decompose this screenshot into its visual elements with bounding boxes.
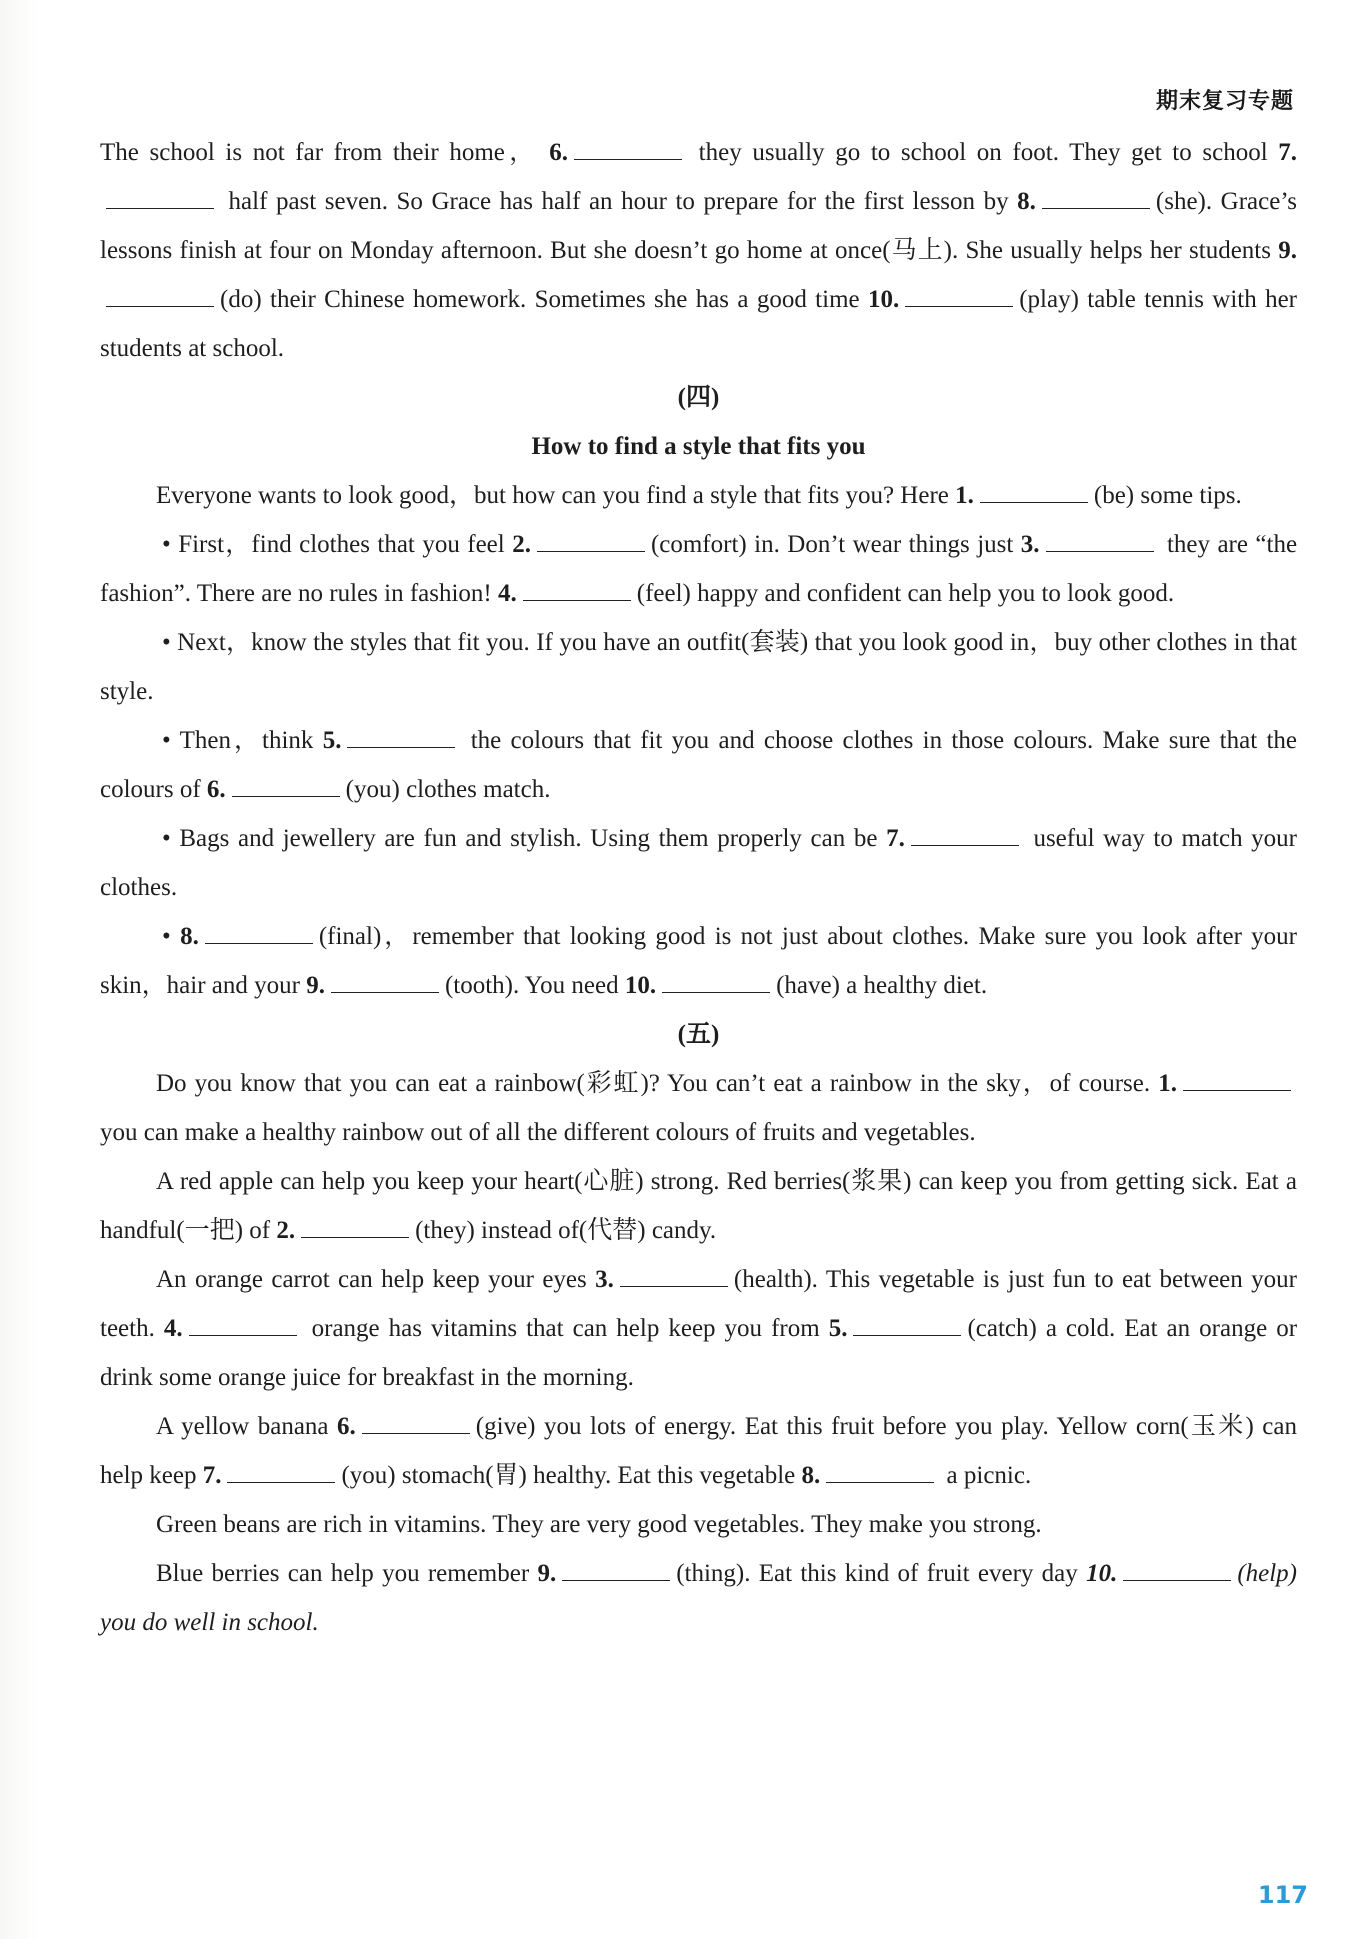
answer-blank[interactable] <box>232 778 340 797</box>
tip-final: • 8. (final)，remember that looking good is not just about clothes. Make sure you look after your skin，hair and your 9. (tooth). You need 10. (have) a healthy diet. <box>100 923 1298 999</box>
answer-blank[interactable] <box>1183 1072 1291 1091</box>
answer-blank[interactable] <box>189 1317 297 1336</box>
answer-blank[interactable] <box>662 974 770 993</box>
section5-para2: A red apple can help you keep your heart(心脏) strong. Red berries(浆果) can keep you from getting sick. Eat a handful(一把) of 2. (they) instead of(代替) candy. <box>100 1168 1297 1244</box>
answer-blank[interactable] <box>205 925 313 944</box>
answer-blank[interactable] <box>227 1464 335 1483</box>
answer-blank[interactable] <box>537 533 645 552</box>
answer-blank[interactable] <box>620 1268 728 1287</box>
answer-blank[interactable] <box>331 974 439 993</box>
answer-blank[interactable] <box>826 1464 934 1483</box>
tip-first: • First，find clothes that you feel 2. (comfort) in. Don’t wear things just 3. they are “the fashion”. There are no rules in fashion! 4. (feel) happy and confident can help you to look good. <box>100 531 1298 607</box>
answer-blank[interactable] <box>523 582 631 601</box>
tip-bags: • Bags and jewellery are fun and stylish. Using them properly can be 7. useful way to match your clothes. <box>100 825 1298 901</box>
section5-para5: Green beans are rich in vitamins. They are very good vegetables. They make you strong. <box>156 1511 1042 1538</box>
section5-para4: A yellow banana 6. (give) you lots of energy. Eat this fruit before you play. Yellow corn(玉米) can help keep 7. (you) stomach(胃) healthy. Eat this vegetable 8. a picnic. <box>100 1413 1297 1489</box>
answer-blank[interactable] <box>1123 1562 1231 1581</box>
answer-blank[interactable] <box>347 729 455 748</box>
page-number: 117 <box>1257 1881 1308 1909</box>
tip-then: • Then，think 5. the colours that fit you and choose clothes in those colours. Make sure that the colours of 6. (you) clothes match. <box>100 727 1297 803</box>
answer-blank[interactable] <box>562 1562 670 1581</box>
section4-intro: Everyone wants to look good，but how can you find a style that fits you? Here 1. (be) some tips. <box>156 482 1242 509</box>
answer-blank[interactable] <box>1046 533 1154 552</box>
answer-blank[interactable] <box>905 288 1013 307</box>
tip-next: • Next，know the styles that fit you. If you have an outfit(套装) that you look good in，buy other clothes in that style. <box>100 629 1297 705</box>
answer-blank[interactable] <box>1042 190 1150 209</box>
section4-label: (四) <box>677 384 720 411</box>
content <box>100 128 1297 1647</box>
answer-blank[interactable] <box>106 288 214 307</box>
answer-blank[interactable] <box>362 1415 470 1434</box>
section5-para6: Blue berries can help you remember 9. (thing). Eat this kind of fruit every day 10. (help) you do well in school. <box>100 1560 1298 1636</box>
answer-blank[interactable] <box>911 827 1019 846</box>
section5-para1: Do you know that you can eat a rainbow(彩虹)? You can’t eat a rainbow in the sky，of course. 1. you can make a healthy rainbow out of all the different colours of fruits and vegetables. <box>100 1059 1297 1157</box>
section4-title: How to find a style that fits you <box>531 433 866 460</box>
answer-blank[interactable] <box>106 190 214 209</box>
section3-paragraph: The school is not far from their home， 6. they usually go to school on foot. They get to school 7. half past seven. So Grace has half an hour to prepare for the first lesson by 8. (she). Grace’s lessons finish at four on Monday afternoon. But she doesn’t go home at once(马上). She usually helps her students 9.(do) their Chinese homework. Sometimes she has a good time 10. (play) table tennis with her students at school. <box>100 139 1298 362</box>
section5-para3: An orange carrot can help keep your eyes 3. (health). This vegetable is just fun to eat between your teeth. 4. orange has vitamins that can help keep you from 5. (catch) a cold. Eat an orange or drink some orange juice for breakfast in the morning. <box>100 1266 1298 1391</box>
answer-blank[interactable] <box>574 141 682 160</box>
answer-blank[interactable] <box>980 484 1088 503</box>
answer-blank[interactable] <box>301 1219 409 1238</box>
header-title: 期末复习专题 <box>1155 89 1294 114</box>
section5-label: (五) <box>677 1021 720 1048</box>
answer-blank[interactable] <box>853 1317 961 1336</box>
